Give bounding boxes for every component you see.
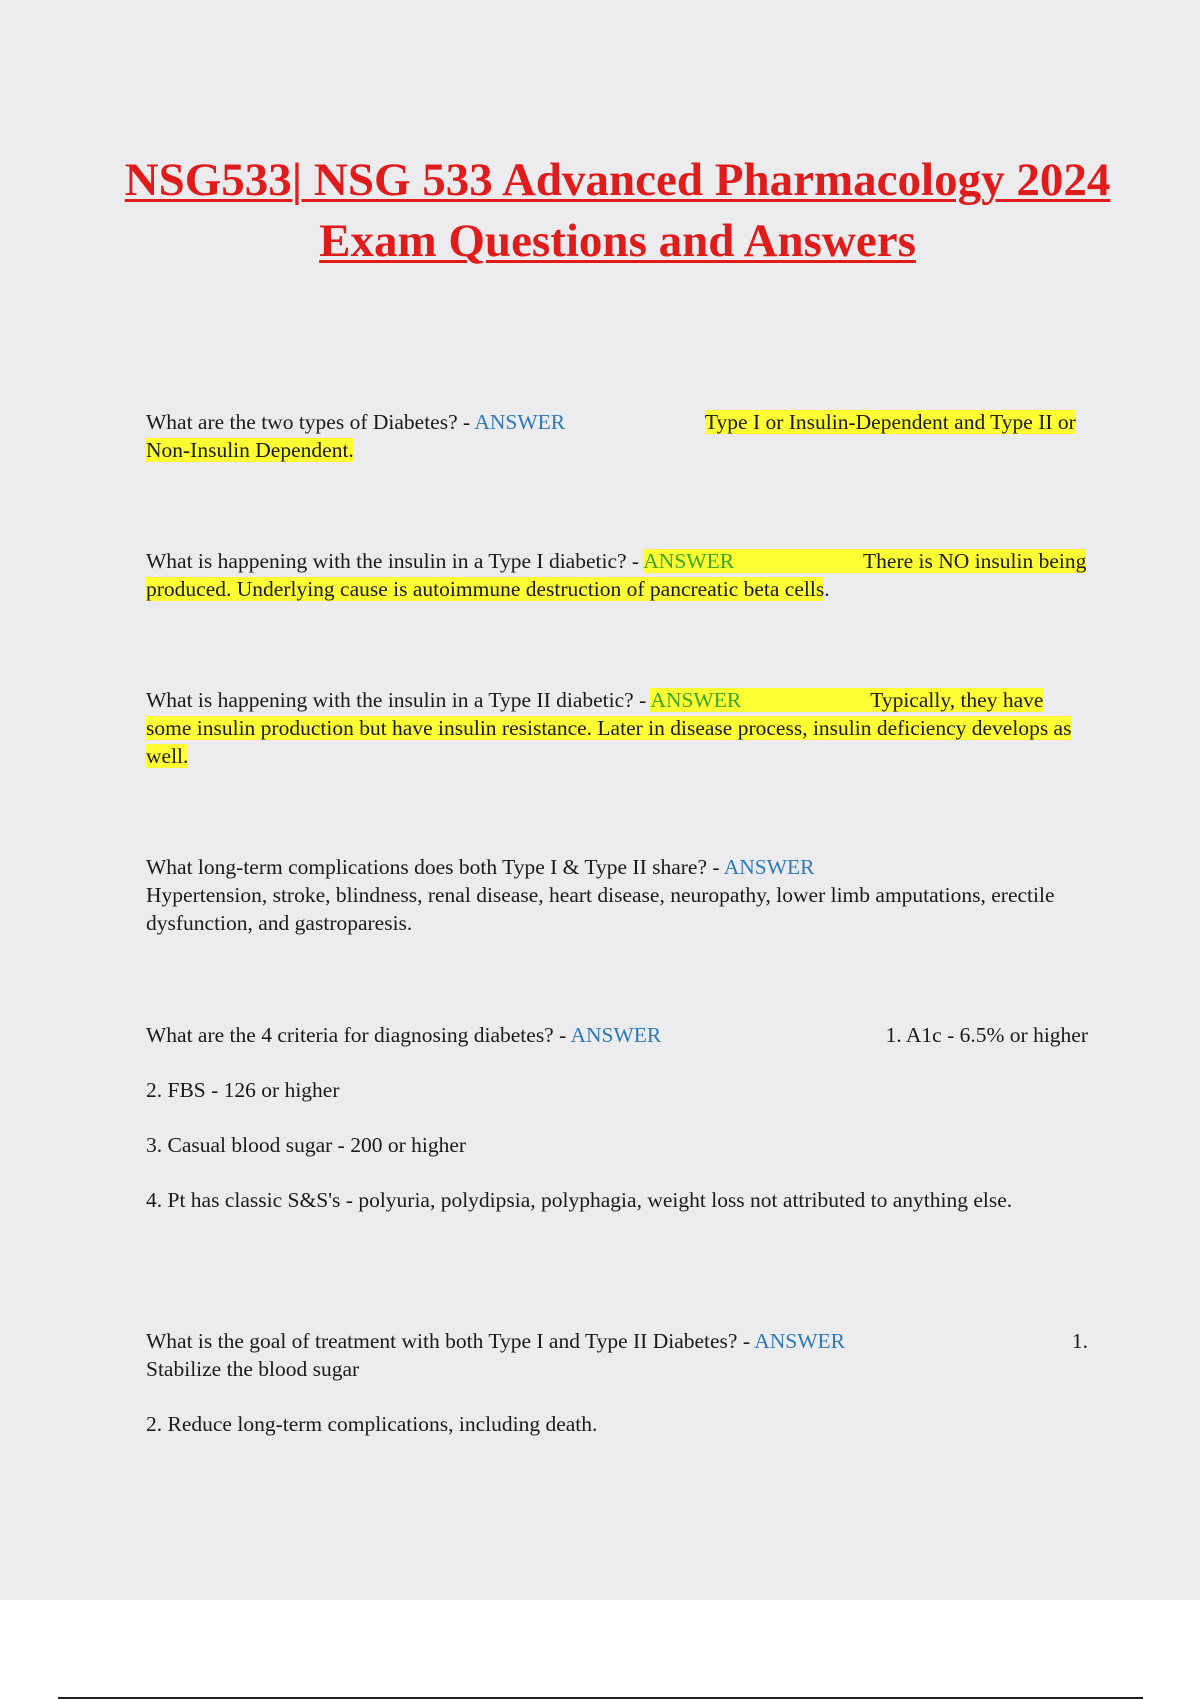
qa-3-body (146, 686, 1088, 770)
answer-label: ANSWER (474, 410, 566, 434)
answer-text: Type I or Insulin-Dependent and Type II or Non-Insulin Dependent. (146, 410, 1076, 462)
answer-line-3: 2. Reduce long-term complications, including death. (146, 1412, 598, 1436)
qa-1-body (146, 408, 1088, 464)
question-text: What are the 4 criteria for diagnosing diabetes? - (146, 1023, 571, 1047)
question-text: What is happening with the insulin in a Type I diabetic? - (146, 549, 644, 573)
qa-6-first-line (146, 1327, 1088, 1355)
answer-label: ANSWER (650, 688, 742, 712)
qa-5-first-line (146, 1021, 1088, 1049)
answer-text: Typically, they have some insulin production but have insulin resistance. Later in disease process, insulin deficiency develops as well. (146, 688, 1072, 768)
qa-item-3 (146, 686, 1088, 770)
answer-line-2: Stabilize the blood sugar (146, 1357, 360, 1381)
question-text: What are the two types of Diabetes? - (146, 410, 475, 434)
question-text: What is the goal of treatment with both Type I and Type II Diabetes? - (146, 1329, 755, 1353)
answer-line-2: 2. FBS - 126 or higher (146, 1078, 340, 1102)
answer-text: There is NO insulin being produced. Underlying cause is autoimmune destruction of pancreatic beta cells (146, 549, 1087, 601)
answer-label: ANSWER (723, 855, 815, 879)
answer-label: ANSWER (754, 1329, 845, 1353)
document-title: NSG533| NSG 533 Advanced Pharmacology 2024 Exam Questions and Answers (124, 154, 1111, 267)
qa-item-2 (146, 547, 1088, 603)
answer-line-3: 3. Casual blood sugar - 200 or higher (146, 1133, 467, 1157)
qa-item-6 (146, 1327, 1088, 1438)
footer-divider (58, 1697, 1143, 1699)
qa-item-5 (146, 1021, 1088, 1214)
question-text: What is happening with the insulin in a Type II diabetic? - (146, 688, 651, 712)
qa-4-body (146, 853, 1088, 937)
answer-text: Hypertension, stroke, blindness, renal disease, heart disease, neuropathy, lower limb amputations, erectile dysfunction, and gastroparesis. (146, 883, 1055, 935)
qa-2-body (146, 547, 1088, 603)
answer-trailing: . (824, 577, 830, 601)
question-text: What long-term complications does both Type I & Type II share? - (146, 855, 724, 879)
qa-item-1 (146, 408, 1088, 464)
answer-line-4: 4. Pt has classic S&S's - polyuria, polydipsia, polyphagia, weight loss not attributed to anything else. (146, 1188, 1013, 1212)
answer-label: ANSWER (643, 549, 735, 573)
answer-label: ANSWER (570, 1023, 662, 1047)
answer-line-1: 1. (1071, 1329, 1088, 1353)
qa-item-4 (146, 853, 1088, 937)
answer-line-1: 1. A1c - 6.5% or higher (885, 1023, 1088, 1047)
